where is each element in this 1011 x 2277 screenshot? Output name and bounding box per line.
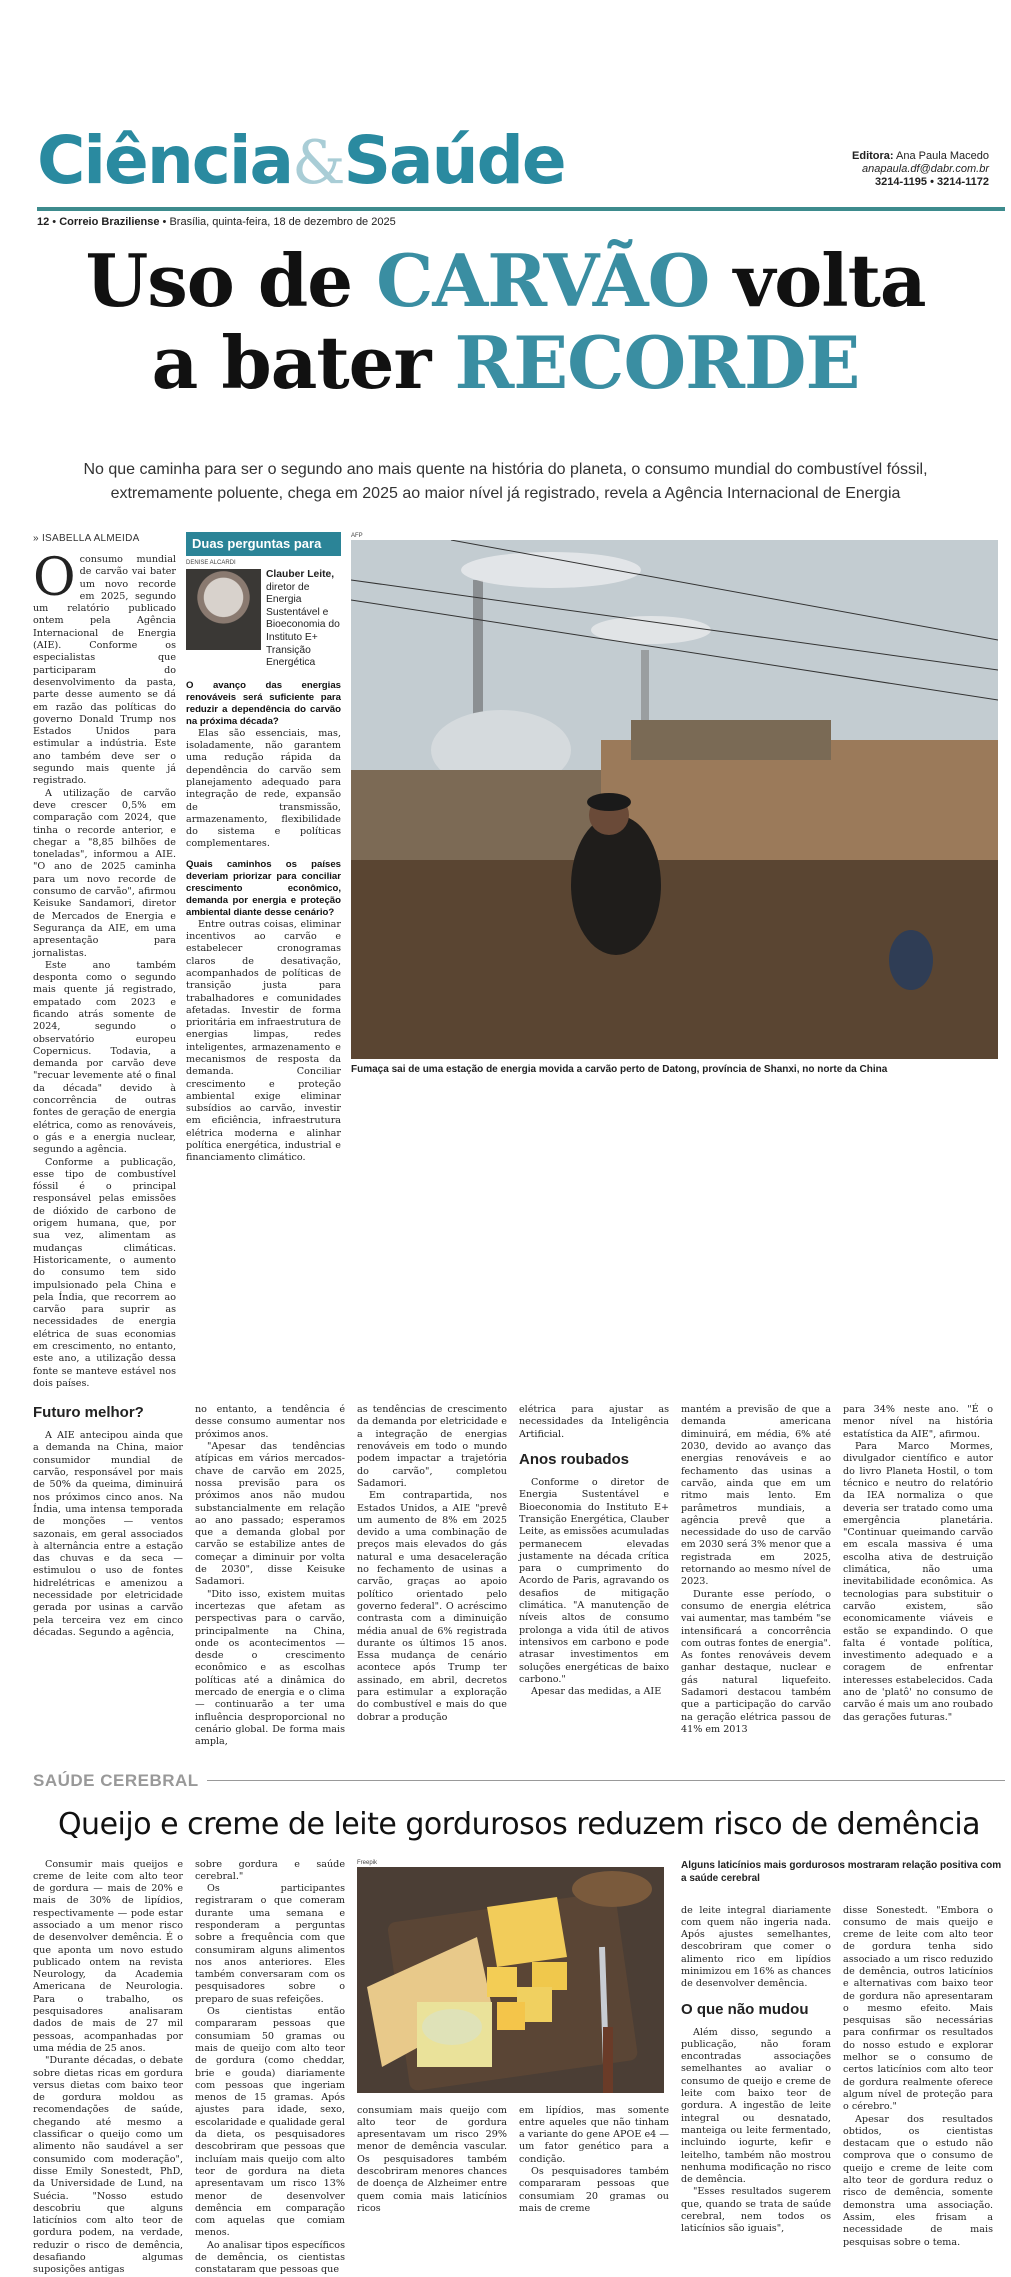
paragraph: Ao analisar tipos específicos de demência, os cientistas constataram que pessoas que [195,2239,345,2276]
article2-column-3 [357,2105,507,2216]
main-photo-caption: Fumaça sai de uma estação de energia movida a carvão perto de Datong, província de Shanxi, no norte da China [351,1064,888,1075]
qa-box [186,532,341,1165]
paragraph: Além disso, segundo a publicação, não foram encontradas associações semelhantes ao avaliar o consumo de queijo e creme de leite com baixo teor de gordura. A ingestão de leite integral ou desnatado, manteiga ou leite fermentado, incluindo iogurte, kefir e leitelho, também não mostrou nenhuma modificação no risco de demência. [681,2026,831,2186]
portrait-credit: DENISE ALCARDI [186,560,236,566]
paragraph: "Dito isso, existem muitas incertezas que afetam as perspectivas para o carvão, principalmente na China, onde os acontecimentos — desde o crescimento econômico e as escolhas políticas até a dinâmica do mercado de energia e o clima — continuarão a ter uma influência desproporcional no cenário global. De forma mais ampla, [195,1588,345,1748]
masthead-ampersand: & [292,128,344,198]
main-photo-credit: AFP [351,533,363,539]
masthead-title-1: Ciência [37,122,293,199]
article2-column-4 [519,2105,669,2216]
article2-column-1 [33,1859,183,2277]
interviewee-role: diretor de Energia Sustentável e Bioeconomia do Instituto E+ Transição Energética [266,581,340,669]
paragraph: disse Sonestedt. "Embora o consumo de mais queijo e creme de leite com alto teor de gordura tenha sido associado a um risco reduzido de demência, outros laticínios e alternativas com baixo teor de gordura não apresentaram o mesmo efeito. Mais pesquisas são necessárias para confirmar os resultados do nosso estudo e explorar melhor se o consumo de certos laticínios com alto teor de gordura realmente oferece algum nível de proteção para o cérebro." [843,1904,993,2113]
article-column-2 [195,1404,345,1748]
article-column-3 [357,1404,507,1724]
paragraph: Conforme o diretor de Energia Sustentável e Bioeconomia do Instituto E+ Transição Energética, Clauber Leite, as emissões acumuladas permanecem elevadas justamente na década crítica para o cumprimento do Acordo de Paris, agravando os desafios de mitigação climática. "A manutenção de níveis altos de consumo prolonga a vida útil de ativos intensivos em carbono e pode atrasar investimentos em soluções energéticas de baixo carbono." [519,1477,669,1685]
drop-cap: O [33,548,76,608]
editor-name: Ana Paula Macedo [896,150,989,162]
question-1: O avanço das energias renováveis será suficiente para reduzir a dependência do carvão na próxima década? [186,679,341,727]
qa-box-header: Duas perguntas para [186,532,341,556]
paragraph: Durante esse período, o consumo de energia elétrica vai aumentar, mas também "se intensificará a concorrência com outras fontes de energia". As fontes renováveis devem ganhar destaque, nuclear e gás natural liquefeito. Sadamori destacou também que a participação do carvão na geração elétrica passou de 41% em 2013 [681,1588,831,1735]
folio: 12 • Correio Braziliense • Brasília, quinta-feira, 18 de dezembro de 2025 [37,216,396,228]
headline-highlight: CARVÃO [376,238,710,323]
headline-text: Uso de [85,238,377,323]
masthead-rule [37,207,1005,211]
editor-info [852,150,989,189]
paragraph: "Esses resultados sugerem que, quando se trata de saúde cerebral, nem todos os laticínios são iguais", [681,2186,831,2235]
headline-text: a bater [151,320,455,405]
article2-photo-block [357,1859,669,2216]
paragraph: Os cientistas então compararam pessoas que consumiam 50 gramas ou mais de queijo com alto teor de gordura (como cheddar, brie e gouda) diariamente com pessoas que ingeriam menos de 15 gramas. Após ajustes para idade, sexo, escolaridade e qualidade geral da dieta, os pesquisadores descobriram que pessoas que incluíam mais queijo com alto teor de gordura na dieta apresentavam um risco 13% menor de desenvolver demência em comparação com aquelas que comiam menos. [195,2006,345,2239]
article-column-1b [33,1404,183,1639]
main-photo-block [351,532,1005,1076]
paragraph: Os pesquisadores também compararam pessoas que consumiam 20 gramas ou mais de creme [519,2165,669,2214]
paper-name: Correio Braziliense [59,216,160,228]
article2-right-block [681,1859,1005,2249]
cheese-board-scene [357,1867,664,2093]
issue-date: Brasília, quinta-feira, 18 de dezembro de 2025 [169,216,396,228]
paragraph: consumiam mais queijo com alto teor de gordura apresentavam um risco 29% menor de demência vascular. Os pesquisadores também descobriram menores chances de doença de Alzheimer entre quem comia mais laticínios ricos [357,2104,507,2214]
paragraph: para 34% neste ano. "É o menor nível na história estatística da AIE", afirmou. [843,1404,993,1440]
cheese-photo-caption: Alguns laticínios mais gordurosos mostraram relação positiva com a saúde cerebral [681,1859,1002,1884]
article2-right-columns [681,1905,1005,2249]
article-column-5 [681,1404,831,1736]
article-deck: No que caminha para ser o segundo ano mais quente na história do planeta, o consumo mundial do combustível fóssil, extremamente poluente, chega em 2025 ao maior nível já registrado, revela a Agência Internacional de Energia [83,461,928,502]
section-label: SAÚDE CEREBRAL [33,1770,199,1790]
paragraph: em lipídios, mas somente entre aqueles que não tinham a variante do gene APOE e4 — um fator genético para a condição. [519,2104,669,2165]
paragraph: sobre gordura e saúde cerebral." [195,1858,345,1882]
paragraph: "Apesar das tendências atípicas em vários mercados-chave de carvão em 2025, nossa previsão para os próximos anos não mudou substancialmente em relação ao ano passado; esperamos que a demanda global por carvão se estabilize antes de começar a diminuir por volta de 2030", disse Keisuke Sadamori. [195,1441,345,1588]
portrait-caption [266,569,341,670]
paragraph: A utilização de carvão deve crescer 0,5% em comparação com 2024, que tinha o recorde anterior, e chegar a "8,85 bilhões de toneladas", informou a AIE. "O ano de 2025 caminha para um novo recorde de consumo de carvão", afirmou Keisuke Sandamori, diretor de Mercados de Energia e Segurança da AIE, em uma apresentação para jornalistas. [33,787,176,959]
article-column-6 [843,1404,993,1724]
interviewee-name: Clauber Leite, [266,569,335,580]
paragraph: Apesar dos resultados obtidos, os cientistas destacam que o estudo não comprova que o consumo de queijo e creme de leite com alto teor de gordura reduz o risco de demência, somente demonstra uma associação. Assim, eles frisam a necessidade de mais pesquisas sobre o tema. [843,2113,993,2248]
page-number: 12 [37,216,50,228]
section-label-row [33,1771,1005,1791]
headline-text: volta [709,238,926,323]
paragraph: Este ano também desponta como o segundo mais quente já registrado, empatado com 2023 e ficando atrás somente de 2024, segundo o observatório europeu Copernicus. Todavia, a demanda por carvão deve "recuar levemente até o final da década" devido à concorrência de outras fontes de geração de energia elétrica, como as renováveis, o gás e a energia nuclear, segundo a agência. [33,959,176,1156]
paragraph: Conforme a publicação, esse tipo de combustível fóssil é o principal responsável pelas emissões de dióxido de carbono de origem humana, que, por sua vez, alimentam as mudanças climáticas. Historicamente, o aumento do consumo tem sido impulsionado pela China e pela Índia, que recorrem ao carvão para suprir as necessidades de energia elétrica de suas economias em crescimento, no entanto, este ano, a utilização dessa fonte se manteve estável nos dois países. [33,1156,176,1389]
editor-phones: 3214-1195 • 3214-1172 [875,176,989,188]
article-headline [0,240,1011,404]
paragraph: no entanto, a tendência é desse consumo aumentar nos próximos anos. [195,1404,345,1440]
article2-under-photo [357,2105,669,2216]
editor-email[interactable]: anapaula.df@dabr.com.br [862,163,989,175]
byline: » ISABELLA ALMEIDA [33,533,140,544]
paragraph: Apesar das medidas, a AIE [531,1686,662,1698]
portrait-photo [186,569,261,650]
portrait-row [186,569,341,670]
masthead-title-2: Saúde [343,122,565,199]
coal-plant-scene [351,540,998,1059]
paragraph: de leite integral diariamente com quem não ingeria nada. Após ajustes semelhantes, descobriram que comer o alimento rico em lipídios minimizou em 16% as chances de desenvolver demência. [681,1904,831,1990]
answer-2: Entre outras coisas, eliminar incentivos ao carvão e estabelecer cronogramas claros de desativação, acompanhados de políticas de transição justa para trabalhadores e comunidades afetadas. Investir de forma prioritária em infraestrutura de energias limpas, redes inteligentes, armazenamento e mecanismos de resposta da demanda. Conciliar crescimento e proteção ambiental exige eliminar subsídios ao carvão, investir em eficiência, infraestrutura elétrica moderna e alinhar política energética, industrial e financiamento climático. [186,918,341,1164]
article-column-4 [519,1404,669,1698]
paragraph: elétrica para ajustar as necessidades da Inteligência Artificial. [519,1404,669,1440]
article1-body [33,532,1005,2277]
answer-1: Elas são essenciais, mas, isoladamente, não garantem uma redução rápida da dependência do carvão sem planejamento adequado para integração de rede, expansão de transmissão, armazenamento, flexibilidade do sistema e políticas complementares. [186,727,341,850]
subhead: Futuro melhor? [33,1404,144,1422]
editor-label: Editora: [852,150,894,162]
cheese-photo-credit: Freepik [357,1859,378,1866]
paragraph: as tendências de crescimento da demanda por eletricidade e a integração de energias renováveis em todo o mundo podem impactar a trajetória do carvão", completou Sadamori. [357,1404,507,1489]
article2-column-6 [843,1905,993,2249]
paragraph: A AIE antecipou ainda que a demanda na China, maior consumidor mundial de carvão, responsável por mais de 50% da queima, diminuirá nos próximos cinco anos. Na Índia, uma intensa temporada de monções — ventos sazonais, em geral associados à alternância entre a estação das chuvas e da seca — estimulou o uso de fontes hidrelétricas e amenizou a necessidade por eletricidade gerada por usinas a carvão pela terceira vez em cinco décadas. Segundo a agência, [33,1430,183,1638]
paragraph-text: consumo mundial de carvão vai bater um novo recorde em 2025, segundo um relatório publicado ontem pela Agência Internacional de Energia (AIE). Conforme os especialistas que participaram do desenvolvimento da pasta, parte desse aumento se dá em razão das políticas do governo Donald Trump nos Estados Unidos para estimular a indústria. Este ano também deve ser o segundo mais quente já registrado. [33,554,176,787]
question-2: Quais caminhos os países deveriam priorizar para conciliar crescimento econômico, demanda por energia e proteção ambiental diante desse cenário? [186,858,341,918]
article2-column-5 [681,1905,831,2236]
article-column-1 [33,532,176,1390]
paragraph: mantém a previsão de que a demanda americana diminuirá, em média, 6% até 2030, devido ao avanço das energias renováveis e ao fechamento das usinas a carvão, ainda que em um ritmo mais lento. Em parâmetros mundiais, a agência prevê que a necessidade do uso de carvão em 2030 será 3% menor que a registrada em 2025, retornando ao mesmo nível de 2023. [681,1404,831,1588]
paragraph: Em contrapartida, nos Estados Unidos, a AIE "prevê um aumento de 8% em 2025 devido a uma combinação de preços mais elevados do gás natural e uma desaceleração no fechamento de usinas a carvão, graças ao apoio político orientado pelo governo federal". O acréscimo contrasta com a diminuição média anual de 6% registrada durante os últimos 15 anos. Essa mudança de cenário acontece após Trump ter assinado, em abril, decretos para estimular a exploração do combustível e mais do que dobrar a produção [357,1490,507,1723]
cheese-photo [357,1867,664,2093]
paragraph: Para Marco Mormes, divulgador científico e autor do livro Planeta Hostil, o tom técnico e neutro do relatório da IEA normaliza o que deveria ser tratado como uma emergência planetária. "Continuar queimando carvão em escala massiva é uma escolha ativa de destruição climática, não uma inevitabilidade econômica. As tecnologias para substituir o carvão existem, são economicamente viáveis e estão se expandindo. O que falta é vontade política, investimento adequado e a coragem de enfrentar interesses estabelecidos. Cada ano de 'platô' no consumo de carvão é mais um ano roubado das gerações futuras." [843,1441,993,1723]
article2-headline: Queijo e creme de leite gordurosos reduzem risco de demência [57,1806,981,1842]
paragraph: Os participantes registraram o que comeram durante uma semana e responderam a perguntas sobre a frequência com que consumiram alguns alimentos nos anos anteriores. Eles também conversaram com os pesquisadores sobre o preparo de suas refeições. [195,1883,345,2005]
qa-box-body [186,680,341,1165]
article1-lower-band [33,1404,1005,1748]
section-rule [207,1780,1005,1781]
subhead: O que não mudou [681,2000,809,2018]
paragraph: "Durante décadas, o debate sobre dietas ricas em gordura versus dietas com baixo teor de gordura moldou as recomendações de saúde, chegando até mesmo a classificar o queijo como um alimento não saudável a ser consumido com moderação", disse Emily Sonestedt, PhD, da Universidade de Lund, na Suécia. "Nosso estudo descobriu que alguns laticínios com alto teor de gordura podem, na verdade, reduzir o risco de demência, desafiando algumas suposições antigas [33,2055,183,2276]
article2-column-2 [195,1859,345,2277]
article1-top-band [33,532,1005,1390]
headline-highlight: RECORDE [454,320,860,405]
article2-body [33,1859,1005,2277]
section-masthead [37,122,565,199]
main-photo [351,540,998,1059]
paragraph: Consumir mais queijos e creme de leite com alto teor de gordura — mais de 20% e mais de 30% de lipídios, respectivamente — pode estar associado a um menor risco de desenvolver demência. É o que aponta um novo estudo publicado ontem na revista Neurology, da Academia Americana de Neurologia. Para o trabalho, os pesquisadores analisaram dados de mais de 27 mil pessoas, acompanhadas por uma média de 25 anos. [33,1858,183,2054]
subhead: Anos roubados [519,1451,630,1469]
paragraph [33,548,176,788]
